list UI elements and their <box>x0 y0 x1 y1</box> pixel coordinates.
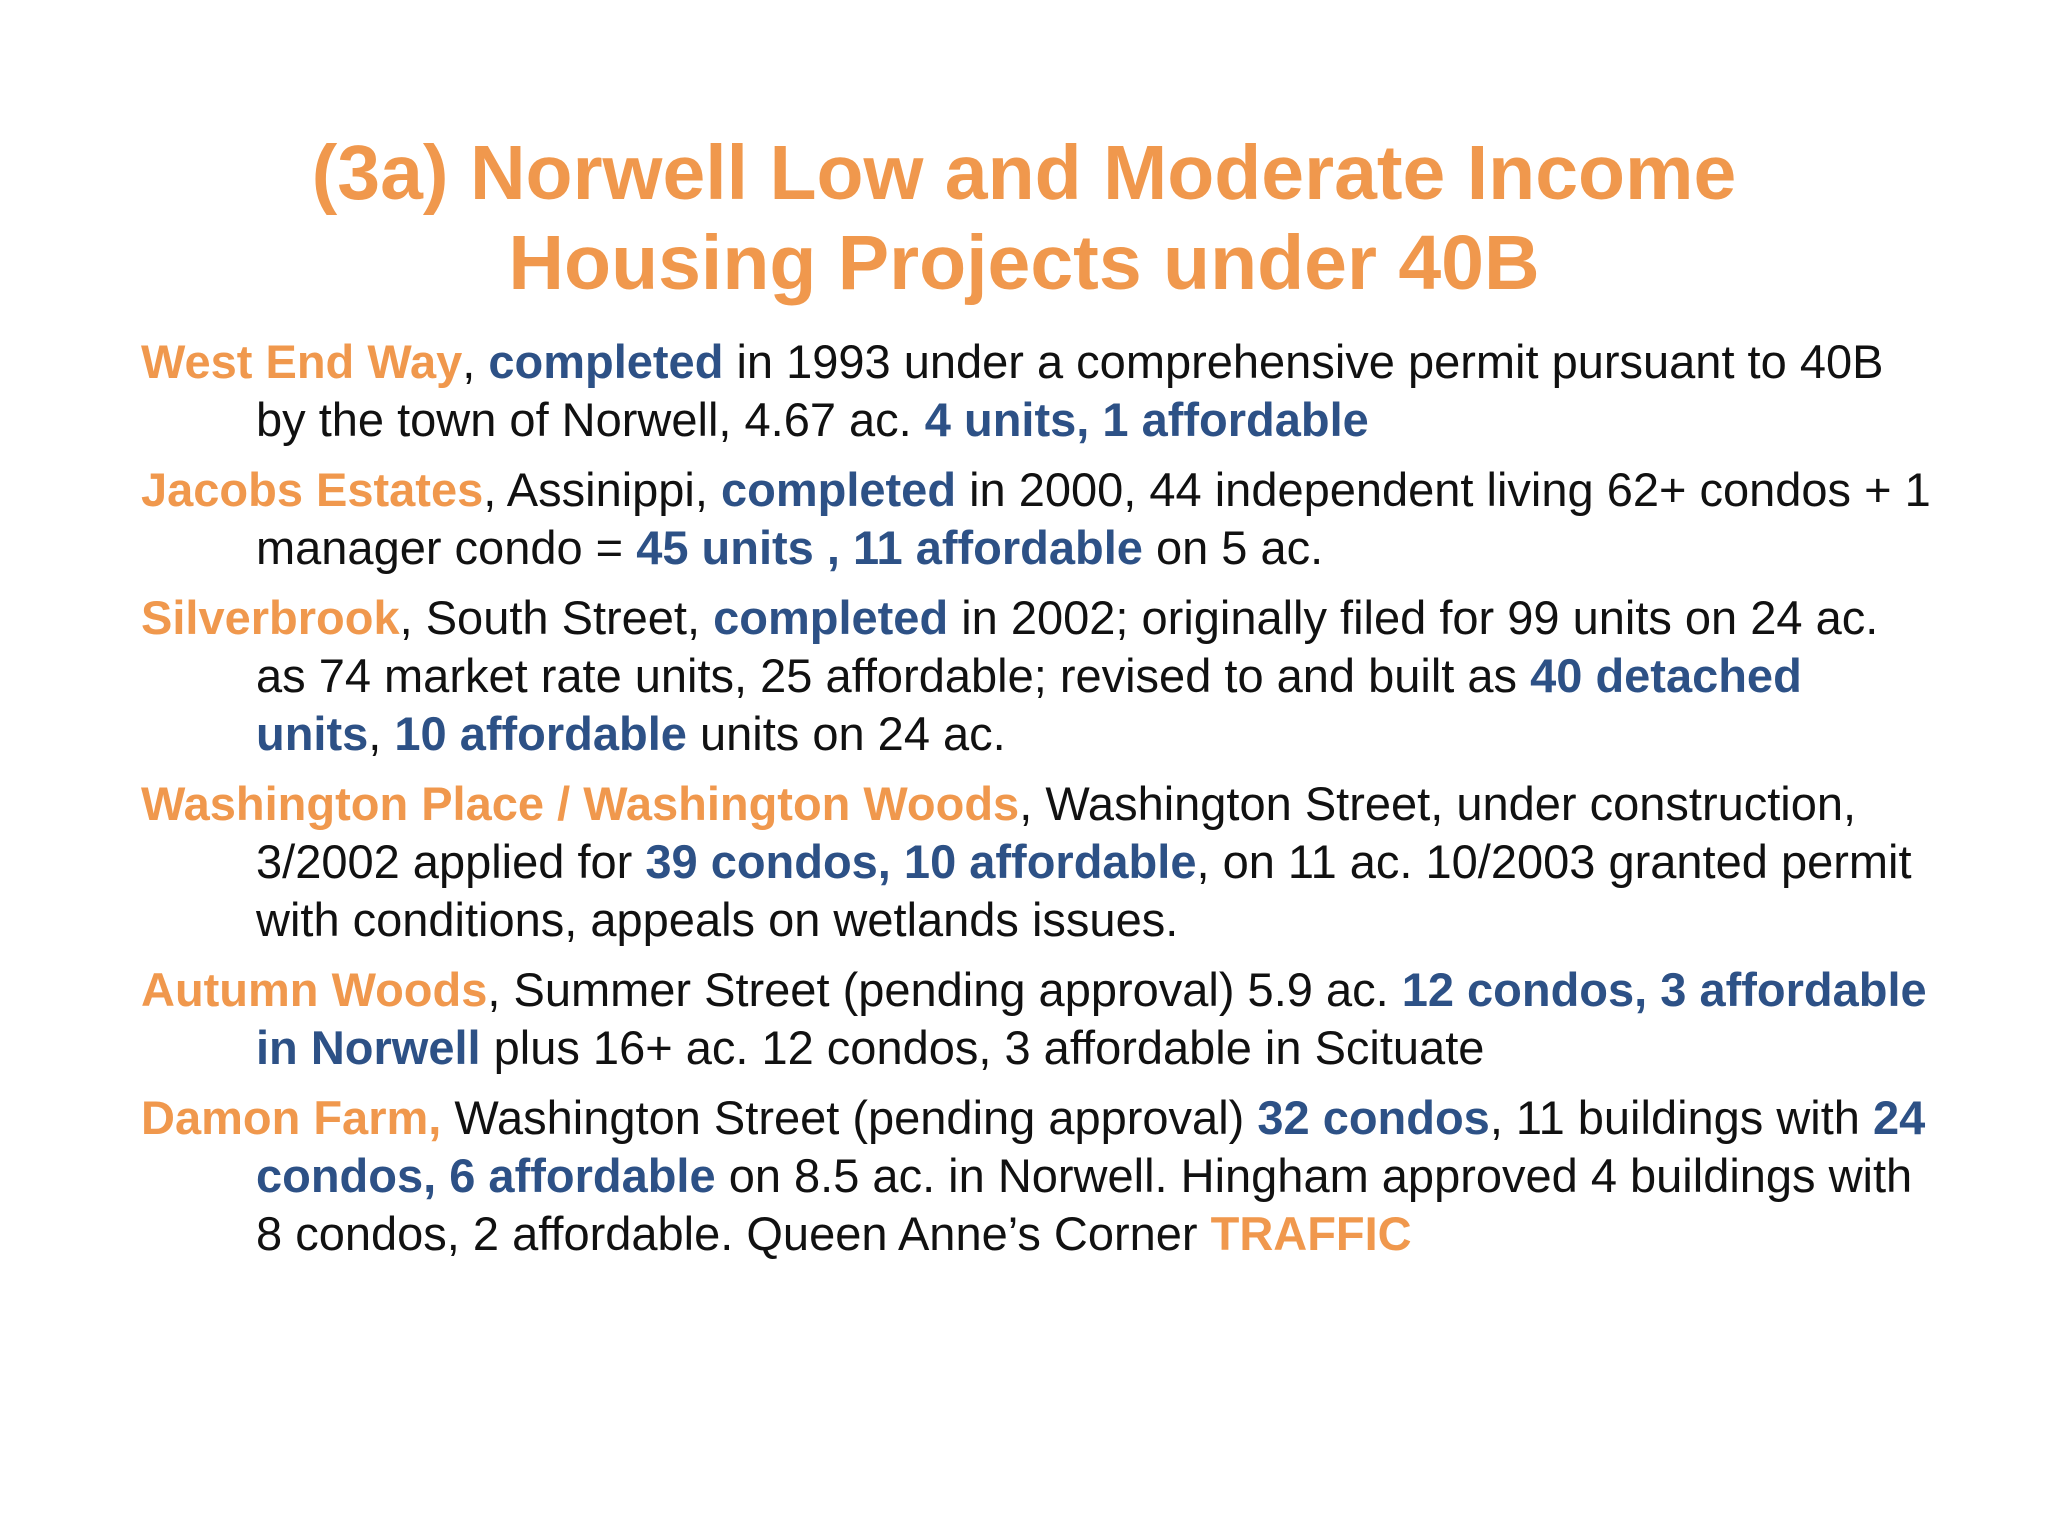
project-item-autumn-woods <box>141 961 1931 1077</box>
project-units: 45 units , 11 affordable <box>636 521 1143 574</box>
project-item-west-end-way <box>141 333 1931 449</box>
project-text: , 11 buildings with <box>1489 1091 1873 1144</box>
project-text: in 2002; originally filed for 99 units on 24 ac. as 74 market rate units, 25 affordable; revised to and built as <box>256 591 1879 702</box>
project-name: Damon Farm, <box>141 1091 442 1144</box>
project-name: Silverbrook <box>141 591 400 644</box>
project-list <box>141 333 1931 1275</box>
project-text: on 8.5 ac. in Norwell. Hingham approved 4 buildings with 8 condos, 2 affordable. Queen Anne’s Corner <box>256 1149 1913 1260</box>
project-name: Autumn Woods <box>141 963 488 1016</box>
project-units: 39 condos, 10 affordable <box>645 835 1197 888</box>
slide-title <box>0 128 2048 308</box>
project-text: on 5 ac. <box>1142 521 1324 574</box>
project-status: completed <box>488 335 724 388</box>
project-text: , Assinippi, <box>483 463 721 516</box>
project-affordable: 24 condos, 6 affordable <box>256 1091 1926 1202</box>
project-text: , <box>462 335 489 388</box>
project-text: plus 16+ ac. 12 condos, 3 affordable in Scituate <box>480 1021 1485 1074</box>
project-name: Washington Place / Washington Woods <box>141 777 1020 830</box>
project-units: 40 detached units <box>256 649 1802 760</box>
project-text: in 1993 under a comprehensive permit pursuant to 40B by the town of Norwell, 4.67 ac. <box>256 335 1884 446</box>
project-name: West End Way <box>141 335 463 388</box>
project-text: units on 24 ac. <box>686 707 1006 760</box>
project-text: , <box>368 707 395 760</box>
title-line-1: (3a) Norwell Low and Moderate Income <box>311 130 1737 216</box>
title-line-2: Housing Projects under 40B <box>508 220 1540 306</box>
project-affordable: 10 affordable <box>394 707 687 760</box>
project-status: completed <box>720 463 957 516</box>
project-units: 12 condos, 3 affordable in Norwell <box>256 963 1927 1074</box>
project-item-silverbrook <box>141 589 1931 763</box>
project-text: , Summer Street (pending approval) 5.9 ac. <box>487 963 1402 1016</box>
project-status: completed <box>713 591 949 644</box>
project-units: 32 condos <box>1257 1091 1490 1144</box>
project-name: Jacobs Estates <box>141 463 484 516</box>
project-item-washington-place <box>141 775 1931 949</box>
project-text: , on 11 ac. 10/2003 granted permit with conditions, appeals on wetlands issues. <box>256 835 1912 946</box>
project-text: Washington Street (pending approval) <box>441 1091 1258 1144</box>
project-units: 4 units, 1 affordable <box>924 393 1369 446</box>
project-text: , South Street, <box>399 591 714 644</box>
traffic-label: TRAFFIC <box>1210 1207 1412 1260</box>
project-text: , Washington Street, under construction, 3/2002 applied for <box>256 777 1857 888</box>
project-item-jacobs-estates <box>141 461 1931 577</box>
project-text: in 2000, 44 independent living 62+ condos + 1 manager condo = <box>256 463 1931 574</box>
project-item-damon-farm <box>141 1089 1931 1263</box>
